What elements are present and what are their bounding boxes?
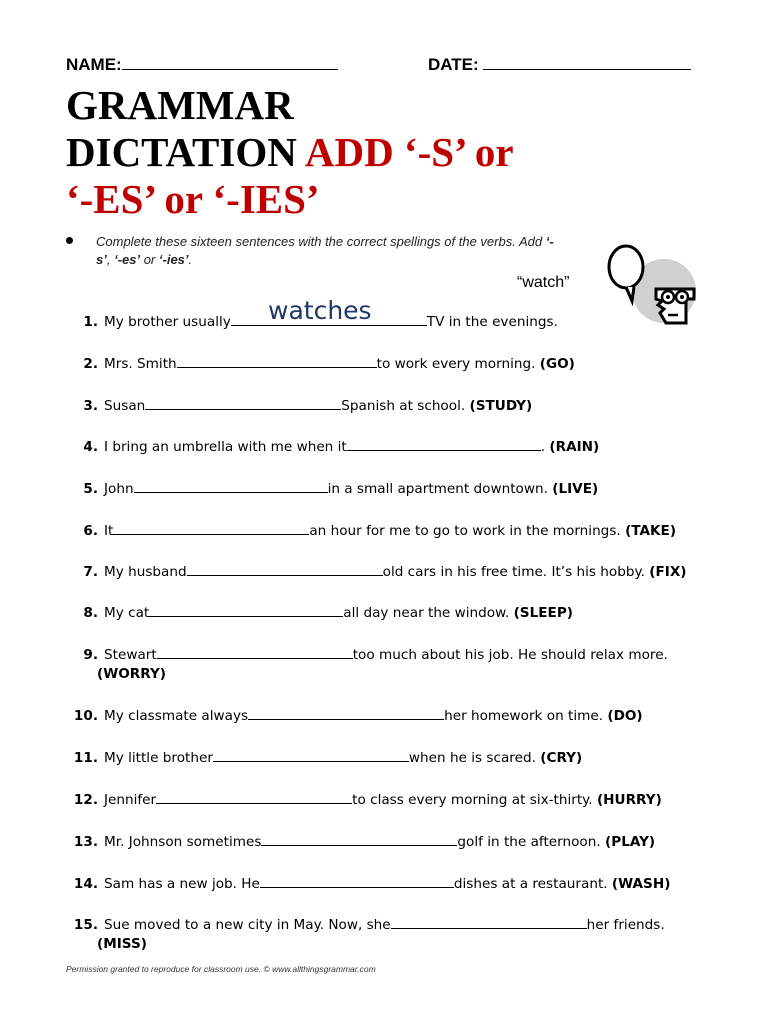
- instr-end: .: [188, 252, 193, 267]
- question-text-after: Spanish at school.: [341, 398, 466, 414]
- verb-hint: (WORRY): [97, 666, 167, 682]
- question-number: 4.: [83, 439, 98, 455]
- answer-blank[interactable]: [156, 791, 352, 804]
- question-row: [66, 833, 655, 850]
- question-number: 12.: [73, 792, 98, 808]
- name-label: NAME:: [66, 55, 122, 74]
- verb-hint: (HURRY): [596, 792, 662, 808]
- question-number: 10.: [73, 708, 98, 724]
- question-row: [66, 313, 558, 330]
- verb-hint: (LIVE): [552, 481, 599, 497]
- date-blank[interactable]: [483, 54, 691, 70]
- question-text-before: Sue moved to a new city in May. Now, she: [104, 917, 391, 933]
- answer-blank[interactable]: [113, 522, 309, 535]
- face-with-speech-bubble-icon: [606, 243, 702, 331]
- question-number: 1.: [83, 314, 98, 330]
- answer-blank[interactable]: [134, 480, 328, 493]
- question-number: 13.: [73, 834, 98, 850]
- question-number: 5.: [83, 481, 98, 497]
- speech-tail: [626, 287, 634, 301]
- verb-hint: (STUDY): [469, 398, 533, 414]
- question-row: [66, 604, 573, 621]
- question-text-after: in a small apartment downtown.: [327, 481, 548, 497]
- instructions: [96, 233, 566, 269]
- question-text-before: Mr. Johnson sometimes: [104, 834, 262, 850]
- question-text-after: to class every morning at six-thirty.: [352, 792, 593, 808]
- title-line-1: GRAMMAR: [66, 82, 294, 128]
- example-word: “watch”: [517, 274, 570, 291]
- date-label-row: [428, 54, 691, 75]
- answer-blank[interactable]: [260, 875, 454, 888]
- title-line-2: [66, 129, 514, 176]
- answer-blank[interactable]: [391, 916, 587, 929]
- left-pupil: [666, 295, 670, 299]
- instr-or: or: [140, 252, 159, 267]
- question-number: 8.: [83, 605, 98, 621]
- instr-es: ‘-es’: [114, 252, 141, 267]
- question-row: [66, 646, 668, 663]
- page-title: [66, 82, 514, 223]
- question-text-before: My classmate always: [104, 708, 249, 724]
- right-pupil: [680, 295, 684, 299]
- answer-blank[interactable]: [261, 833, 457, 846]
- question-number: 3.: [83, 398, 98, 414]
- verb-hint: (TAKE): [625, 523, 677, 539]
- question-number: 6.: [83, 523, 98, 539]
- question-text-before: Jennifer: [104, 792, 157, 808]
- question-row: [66, 875, 670, 892]
- answer-blank[interactable]: [231, 313, 427, 326]
- example-answer: watches: [268, 296, 372, 325]
- answer-blank[interactable]: [347, 438, 541, 451]
- verb-hint: (WASH): [611, 876, 671, 892]
- instr-s: ‘-s’: [96, 234, 554, 267]
- question-row: [66, 480, 598, 497]
- name-blank[interactable]: [122, 54, 338, 70]
- question-row-continued: [97, 666, 166, 682]
- instr-comma: ,: [106, 252, 115, 267]
- question-text-before: It: [104, 523, 114, 539]
- question-row: [66, 438, 599, 455]
- question-text-after: to work every morning.: [376, 356, 536, 372]
- question-text-after: her friends.: [586, 917, 665, 933]
- answer-blank[interactable]: [145, 397, 341, 410]
- question-text-after: old cars in his free time. It’s his hobby.: [382, 564, 645, 580]
- question-row: [66, 749, 582, 766]
- answer-blank[interactable]: [213, 749, 409, 762]
- question-row: [66, 522, 676, 539]
- question-row: [66, 916, 665, 933]
- date-label: DATE:: [428, 55, 479, 74]
- bullet-icon: [66, 237, 73, 244]
- question-text-after: when he is scared.: [408, 750, 536, 766]
- verb-hint: (MISS): [97, 936, 147, 952]
- verb-hint: (GO): [539, 356, 575, 372]
- question-text-after: TV in the evenings.: [426, 314, 558, 330]
- question-text-before: My little brother: [104, 750, 213, 766]
- question-number: 2.: [83, 356, 98, 372]
- title-line-3: ‘-ES’ or ‘-IES’: [66, 176, 320, 222]
- title-dictation: DICTATION: [66, 129, 297, 175]
- question-row: [66, 355, 575, 372]
- question-number: 15.: [73, 917, 98, 933]
- question-text-before: Stewart: [104, 647, 157, 663]
- verb-hint: (CRY): [540, 750, 583, 766]
- question-text-before: Susan: [104, 398, 146, 414]
- question-text-before: My brother usually: [104, 314, 231, 330]
- question-text-before: John: [104, 481, 134, 497]
- verb-hint: (DO): [607, 708, 643, 724]
- title-add-s: ADD ‘-S’ or: [304, 129, 514, 175]
- footer-credit: Permission granted to reproduce for classroom use. © www.allthingsgrammar.com: [66, 964, 376, 974]
- question-text-after: all day near the window.: [343, 605, 510, 621]
- question-row: [66, 397, 532, 414]
- question-text-after: .: [540, 439, 546, 455]
- verb-hint: (PLAY): [605, 834, 656, 850]
- speech-bubble: [609, 246, 643, 288]
- question-number: 9.: [83, 647, 98, 663]
- question-text-after: her homework on time.: [444, 708, 604, 724]
- answer-blank[interactable]: [157, 646, 353, 659]
- name-label-row: [66, 54, 338, 75]
- question-number: 11.: [73, 750, 98, 766]
- question-row: [66, 707, 643, 724]
- question-text-before: I bring an umbrella with me when it: [104, 439, 347, 455]
- answer-blank[interactable]: [149, 604, 343, 617]
- question-text-before: My husband: [104, 564, 187, 580]
- question-row-continued: [97, 936, 147, 952]
- question-number: 7.: [83, 564, 98, 580]
- question-text-after: an hour for me to go to work in the mornings.: [309, 523, 621, 539]
- question-text-before: My cat: [104, 605, 150, 621]
- instr-ies: ‘-ies’: [158, 252, 189, 267]
- question-row: [66, 563, 687, 580]
- question-text-after: golf in the afternoon.: [457, 834, 601, 850]
- question-text-after: dishes at a restaurant.: [453, 876, 608, 892]
- question-number: 14.: [73, 876, 98, 892]
- answer-blank[interactable]: [177, 355, 377, 368]
- question-text-before: Sam has a new job. He: [104, 876, 260, 892]
- question-text-after: too much about his job. He should relax more.: [352, 647, 668, 663]
- instructions-text: Complete these sixteen sentences with the correct spellings of the verbs. Add: [96, 234, 546, 249]
- answer-blank[interactable]: [187, 563, 383, 576]
- verb-hint: (RAIN): [549, 439, 600, 455]
- verb-hint: (FIX): [649, 564, 687, 580]
- verb-hint: (SLEEP): [513, 605, 574, 621]
- question-text-before: Mrs. Smith: [104, 356, 177, 372]
- answer-blank[interactable]: [248, 707, 444, 720]
- question-row: [66, 791, 662, 808]
